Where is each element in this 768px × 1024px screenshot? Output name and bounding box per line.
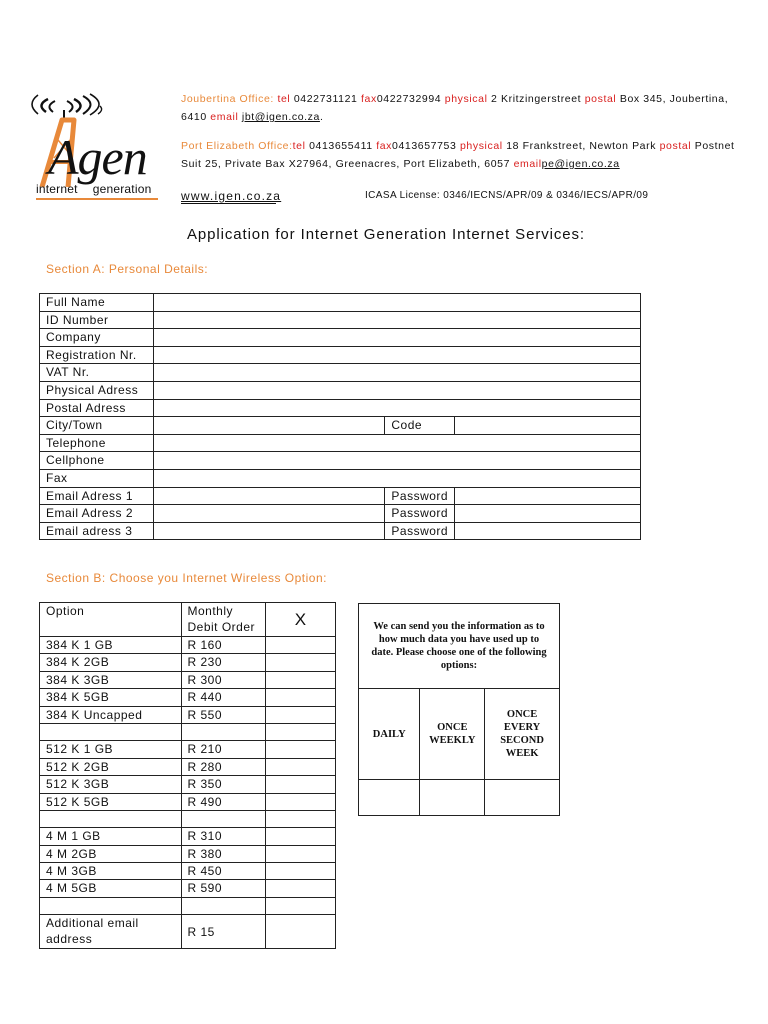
option-select-cell[interactable] [266, 741, 336, 758]
personal-details-row [40, 522, 641, 540]
postal-label: postal [659, 140, 692, 152]
option-select-cell[interactable] [266, 671, 336, 688]
port-elizabeth-contact [181, 139, 741, 171]
option-select-cell[interactable] [266, 880, 336, 897]
field-input[interactable] [153, 452, 640, 470]
weekly-checkbox-cell[interactable] [420, 780, 485, 816]
biweekly-checkbox-cell[interactable] [485, 780, 560, 816]
option-select-cell[interactable] [266, 637, 336, 654]
logo-tagline-left: internet [36, 182, 78, 196]
sub-field-label: Password [385, 505, 455, 523]
option-select-cell[interactable] [266, 863, 336, 880]
option-price: R 280 [181, 758, 266, 775]
option-price: R 160 [181, 637, 266, 654]
option-select-cell[interactable] [266, 845, 336, 862]
field-label: Cellphone [40, 452, 154, 470]
sub-field-input[interactable] [455, 522, 641, 540]
field-input[interactable] [153, 364, 640, 382]
physical-value: 18 Frankstreet, Newton Park [506, 140, 657, 152]
header-divider [181, 203, 276, 204]
sub-field-label: Password [385, 522, 455, 540]
option-name: 4 M 3GB [40, 863, 182, 880]
option-row [40, 671, 336, 688]
field-label: City/Town [40, 417, 154, 435]
option-name: 384 K 5GB [40, 689, 182, 706]
option-row [40, 706, 336, 723]
personal-details-row [40, 399, 641, 417]
option-row [40, 689, 336, 706]
wireless-options-table [39, 602, 336, 949]
page-title: Application for Internet Generation Internet Services: [187, 226, 585, 243]
field-label: Registration Nr. [40, 346, 154, 364]
personal-details-row [40, 381, 641, 399]
option-price: R 380 [181, 845, 266, 862]
option-name [40, 723, 182, 740]
option-row [40, 915, 336, 949]
postal-label: postal [584, 93, 617, 105]
option-price: R 230 [181, 654, 266, 671]
physical-label: physical [459, 140, 503, 152]
field-input[interactable] [153, 505, 384, 523]
physical-label: physical [444, 93, 488, 105]
select-column-header: X [266, 603, 336, 637]
joubertina-contact [181, 92, 741, 124]
biweekly-option-header: ONCE EVERY SECOND WEEK [485, 689, 560, 780]
postal-value: Box 345, Joubertina, [619, 93, 729, 105]
weekly-option-header: ONCE WEEKLY [420, 689, 485, 780]
option-name: 4 M 2GB [40, 845, 182, 862]
option-row [40, 845, 336, 862]
logo-tagline [36, 182, 151, 196]
field-label: Email Adress 1 [40, 487, 154, 505]
option-select-cell[interactable] [266, 776, 336, 793]
option-price: R 300 [181, 671, 266, 688]
option-price: R 490 [181, 793, 266, 810]
daily-checkbox-cell[interactable] [359, 780, 420, 816]
section-a-heading: Section A: Personal Details: [46, 262, 209, 276]
field-input[interactable] [153, 346, 640, 364]
fax-label: fax [361, 93, 377, 105]
personal-details-row [40, 364, 641, 382]
sub-field-input[interactable] [455, 417, 641, 435]
option-name: 384 K 2GB [40, 654, 182, 671]
option-name: 512 K 2GB [40, 758, 182, 775]
option-select-cell[interactable] [266, 654, 336, 671]
option-name: 384 K Uncapped [40, 706, 182, 723]
physical-value: 2 Kritzingerstreet [491, 93, 582, 105]
sub-field-label: Password [385, 487, 455, 505]
field-input[interactable] [153, 417, 384, 435]
option-name: 4 M 1 GB [40, 828, 182, 845]
logo-underline [36, 198, 158, 200]
personal-details-row [40, 417, 641, 435]
sub-field-input[interactable] [455, 487, 641, 505]
field-input[interactable] [153, 329, 640, 347]
field-label: Company [40, 329, 154, 347]
postal-address: Suit 25, Private Bax X27964, Greenacres, Port Elizabeth, 6057 [181, 158, 511, 170]
personal-details-row [40, 346, 641, 364]
option-price [181, 810, 266, 827]
email-label: email [513, 158, 542, 170]
option-price: R 440 [181, 689, 266, 706]
option-select-cell[interactable] [266, 897, 336, 914]
option-name [40, 897, 182, 914]
tel-value: 0422731121 [293, 93, 358, 105]
field-input[interactable] [153, 522, 384, 540]
sub-field-label: Code [385, 417, 455, 435]
option-price [181, 897, 266, 914]
field-label: Telephone [40, 434, 154, 452]
option-price: R 310 [181, 828, 266, 845]
option-row [40, 880, 336, 897]
option-select-cell[interactable] [266, 828, 336, 845]
option-select-cell[interactable] [266, 723, 336, 740]
option-select-cell[interactable] [266, 810, 336, 827]
option-select-cell[interactable] [266, 706, 336, 723]
option-row [40, 654, 336, 671]
field-input[interactable] [153, 294, 640, 312]
logo-tagline-right: generation [92, 182, 152, 196]
option-price: R 550 [181, 706, 266, 723]
option-select-cell[interactable] [266, 915, 336, 949]
field-input[interactable] [153, 311, 640, 329]
option-price [181, 723, 266, 740]
personal-details-row [40, 452, 641, 470]
option-row [40, 741, 336, 758]
field-input[interactable] [153, 487, 384, 505]
office-label: Joubertina Office: [181, 93, 274, 105]
personal-details-row [40, 505, 641, 523]
personal-details-table [39, 293, 641, 540]
field-input[interactable] [153, 469, 640, 487]
option-row [40, 776, 336, 793]
option-name [40, 810, 182, 827]
email-link[interactable]: pe@igen.co.za [541, 158, 620, 170]
option-row [40, 828, 336, 845]
sub-field-input[interactable] [455, 505, 641, 523]
option-name: 4 M 5GB [40, 880, 182, 897]
company-logo [28, 92, 163, 207]
field-label: Physical Adress [40, 381, 154, 399]
option-name: 384 K 3GB [40, 671, 182, 688]
option-row [40, 863, 336, 880]
website-link[interactable]: www.igen.co.za [181, 189, 282, 203]
sentence-end: . [319, 111, 324, 123]
option-row [40, 793, 336, 810]
option-price: R 350 [181, 776, 266, 793]
option-row [40, 810, 336, 827]
field-input[interactable] [153, 434, 640, 452]
personal-details-row [40, 469, 641, 487]
field-label: Email Adress 2 [40, 505, 154, 523]
icasa-license: ICASA License: 0346/IECNS/APR/09 & 0346/IECS/APR/09 [365, 190, 649, 201]
section-b-heading: Section B: Choose you Internet Wireless Option: [46, 571, 327, 585]
option-price: R 15 [181, 915, 266, 949]
personal-details-row [40, 311, 641, 329]
option-select-cell[interactable] [266, 758, 336, 775]
debit-column-header: Monthly Debit Order [181, 603, 266, 637]
option-select-cell[interactable] [266, 689, 336, 706]
field-label: Fax [40, 469, 154, 487]
postal-value: Postnet [694, 140, 735, 152]
personal-details-row [40, 294, 641, 312]
personal-details-row [40, 434, 641, 452]
postcode-value: 6410 [181, 111, 207, 123]
daily-option-header: DAILY [359, 689, 420, 780]
field-input[interactable] [153, 399, 640, 417]
usage-report-notice: We can send you the information as to how much data you have used up to date. Please choose one of the following options: [359, 604, 560, 689]
option-row [40, 758, 336, 775]
email-link[interactable]: jbt@igen.co.za [241, 111, 320, 123]
tel-label: tel [277, 93, 291, 105]
field-label: VAT Nr. [40, 364, 154, 382]
field-label: ID Number [40, 311, 154, 329]
tel-label: tel [292, 140, 306, 152]
option-price: R 450 [181, 863, 266, 880]
field-label: Full Name [40, 294, 154, 312]
option-name: Additional email address [40, 915, 182, 949]
option-name: 512 K 1 GB [40, 741, 182, 758]
email-label: email [210, 111, 239, 123]
field-label: Email adress 3 [40, 522, 154, 540]
option-name: 384 K 1 GB [40, 637, 182, 654]
office-label: Port Elizabeth Office: [181, 140, 293, 152]
option-row [40, 723, 336, 740]
option-row [40, 897, 336, 914]
option-row [40, 637, 336, 654]
tel-value: 0413655411 [309, 140, 373, 152]
fax-value: 0413657753 [392, 140, 457, 152]
logo-wordmark: Agen [48, 129, 147, 185]
personal-details-row [40, 487, 641, 505]
field-label: Postal Adress [40, 399, 154, 417]
personal-details-row [40, 329, 641, 347]
fax-label: fax [376, 140, 393, 152]
usage-report-table [358, 603, 560, 816]
option-name: 512 K 3GB [40, 776, 182, 793]
option-column-header: Option [40, 603, 182, 637]
option-price: R 590 [181, 880, 266, 897]
option-price: R 210 [181, 741, 266, 758]
field-input[interactable] [153, 381, 640, 399]
option-select-cell[interactable] [266, 793, 336, 810]
fax-value: 0422732994 [376, 93, 442, 105]
option-name: 512 K 5GB [40, 793, 182, 810]
